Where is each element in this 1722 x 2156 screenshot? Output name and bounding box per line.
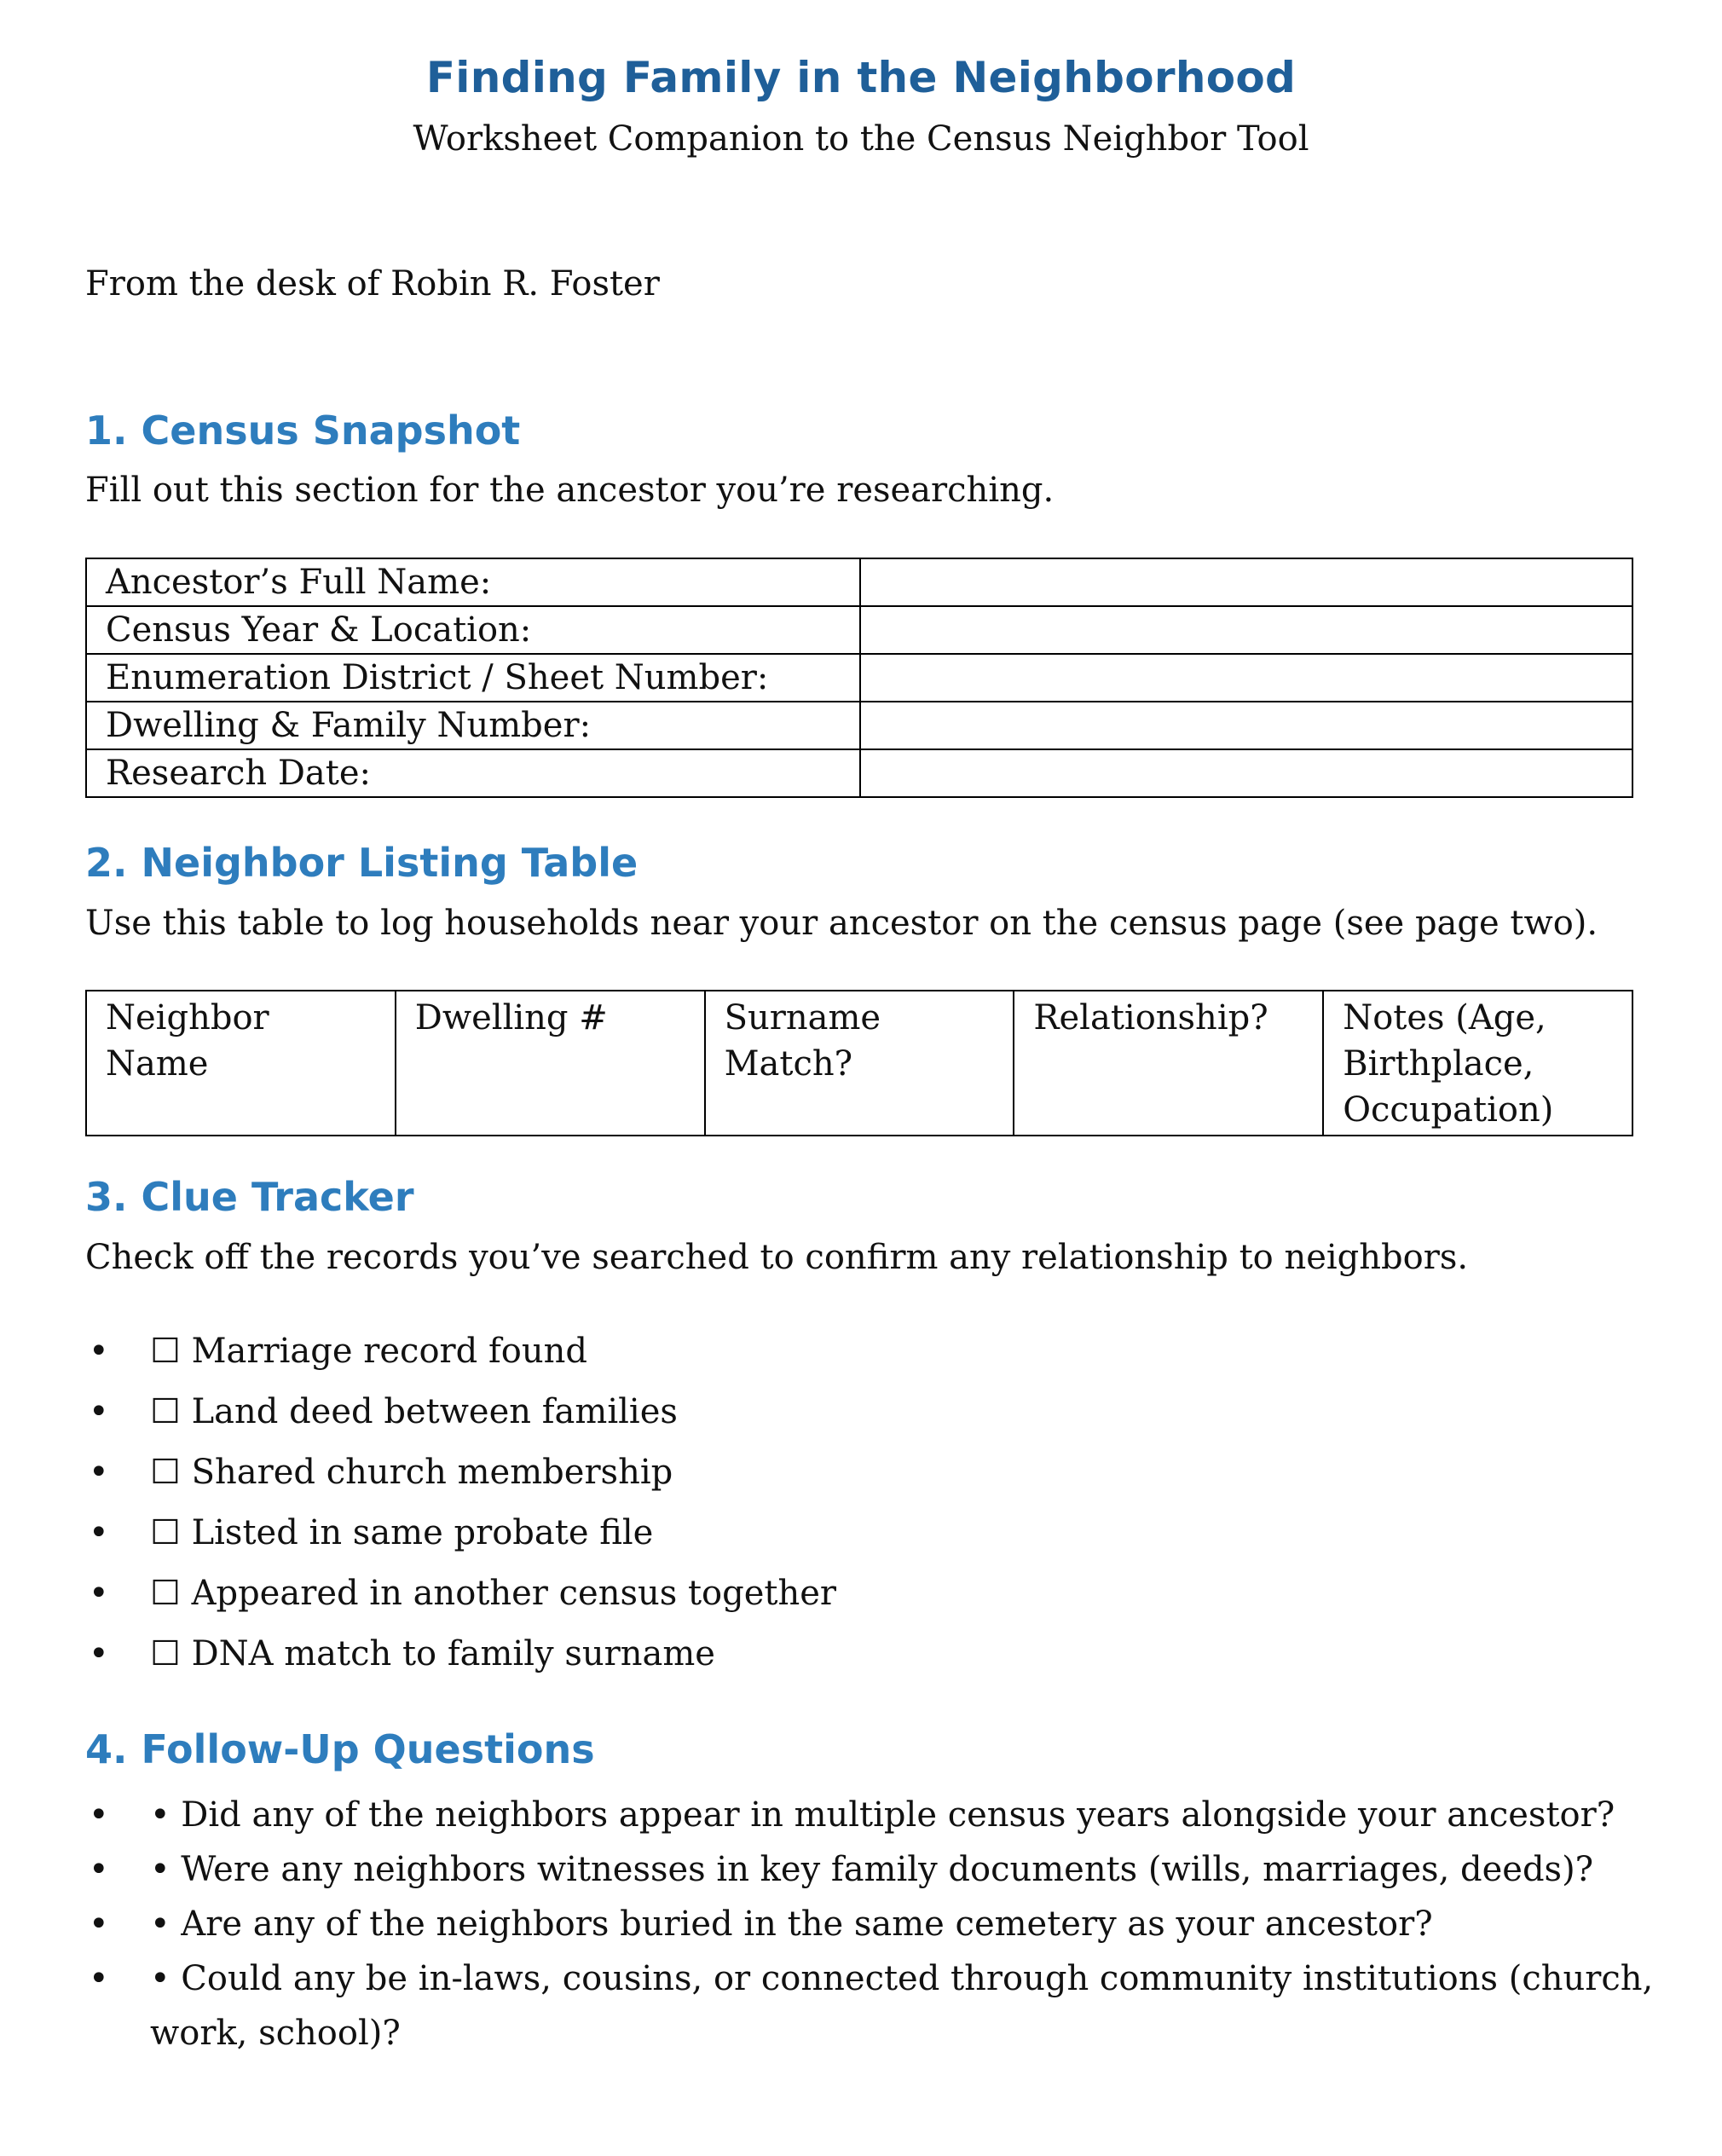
snapshot-row	[86, 606, 1632, 654]
snapshot-label: Dwelling & Family Number:	[86, 702, 860, 749]
checkbox-icon[interactable]: ☐	[150, 1332, 181, 1371]
question-item	[85, 1951, 1684, 2061]
snapshot-row	[86, 558, 1632, 606]
question-text: • Are any of the neighbors buried in the same cemetery as your ancestor?	[150, 1905, 1433, 1944]
from-line: From the desk of Robin R. Foster	[85, 264, 660, 303]
clue-item-label: Shared church membership	[191, 1453, 673, 1492]
question-text: • Were any neighbors witnesses in key family documents (wills, marriages, deeds)?	[150, 1850, 1594, 1889]
snapshot-value-cell[interactable]	[860, 606, 1632, 654]
bullet-icon: •	[89, 1634, 109, 1673]
snapshot-label: Census Year & Location:	[86, 606, 860, 654]
snapshot-value-cell[interactable]	[860, 702, 1632, 749]
section1-instruction: Fill out this section for the ancestor you’re researching.	[85, 471, 1055, 510]
page-title: Finding Family in the Neighborhood	[425, 53, 1297, 102]
checkbox-icon[interactable]: ☐	[150, 1453, 181, 1492]
neighbor-column-header: Neighbor Name	[86, 991, 396, 1136]
snapshot-label: Ancestor’s Full Name:	[86, 558, 860, 606]
clue-item-label: Listed in same probate file	[191, 1513, 654, 1552]
clue-item-label: Marriage record found	[191, 1332, 587, 1371]
checkbox-icon[interactable]: ☐	[150, 1392, 181, 1431]
checkbox-icon[interactable]: ☐	[150, 1513, 181, 1552]
bullet-icon: •	[89, 1513, 109, 1552]
clue-item-label: Appeared in another census together	[191, 1574, 837, 1613]
bullet-icon: •	[89, 1795, 109, 1835]
clue-item	[85, 1631, 836, 1691]
question-text: • Could any be in-laws, cousins, or connected through community institutions (church, work, school)?	[150, 1959, 1654, 2053]
bullet-icon: •	[89, 1392, 109, 1431]
question-item	[85, 1788, 1684, 1842]
section1-heading: 1. Census Snapshot	[85, 408, 521, 454]
clue-item	[85, 1328, 836, 1389]
clue-item-label: Land deed between families	[191, 1392, 678, 1431]
checkbox-icon[interactable]: ☐	[150, 1574, 181, 1613]
neighbor-column-header: Dwelling #	[396, 991, 705, 1136]
bullet-icon: •	[89, 1850, 109, 1889]
section4-heading: 4. Follow-Up Questions	[85, 1726, 595, 1772]
bullet-icon: •	[89, 1453, 109, 1492]
question-item	[85, 1897, 1684, 1951]
section3-instruction: Check off the records you’ve searched to confirm any relationship to neighbors.	[85, 1238, 1469, 1277]
snapshot-value-cell[interactable]	[860, 749, 1632, 797]
section2-instruction: Use this table to log households near your ancestor on the census page (see page two).	[85, 904, 1598, 943]
section3-heading: 3. Clue Tracker	[85, 1174, 414, 1220]
clue-item	[85, 1449, 836, 1510]
neighbor-listing-table	[85, 990, 1633, 1136]
census-snapshot-table	[85, 558, 1633, 798]
question-text: • Did any of the neighbors appear in multiple census years alongside your ancestor?	[150, 1795, 1615, 1835]
neighbor-column-header: Notes (Age, Birthplace, Occupation)	[1323, 991, 1632, 1136]
snapshot-row	[86, 702, 1632, 749]
clue-item	[85, 1510, 836, 1570]
clue-item	[85, 1570, 836, 1631]
bullet-icon: •	[89, 1905, 109, 1944]
snapshot-label: Research Date:	[86, 749, 860, 797]
neighbor-column-header: Surname Match?	[705, 991, 1014, 1136]
question-item	[85, 1842, 1684, 1897]
snapshot-row	[86, 654, 1632, 702]
bullet-icon: •	[89, 1574, 109, 1613]
snapshot-row	[86, 749, 1632, 797]
clue-item-label: DNA match to family surname	[191, 1634, 715, 1673]
follow-up-questions-list	[85, 1788, 1684, 2061]
bullet-icon: •	[89, 1332, 109, 1371]
neighbor-table-header-row	[86, 991, 1632, 1136]
snapshot-value-cell[interactable]	[860, 558, 1632, 606]
checkbox-icon[interactable]: ☐	[150, 1634, 181, 1673]
snapshot-value-cell[interactable]	[860, 654, 1632, 702]
page-subtitle: Worksheet Companion to the Census Neighbor Tool	[413, 119, 1309, 159]
clue-tracker-list	[85, 1328, 836, 1691]
bullet-icon: •	[89, 1959, 109, 1998]
clue-item	[85, 1389, 836, 1449]
section2-heading: 2. Neighbor Listing Table	[85, 840, 639, 886]
snapshot-label: Enumeration District / Sheet Number:	[86, 654, 860, 702]
neighbor-column-header: Relationship?	[1014, 991, 1323, 1136]
